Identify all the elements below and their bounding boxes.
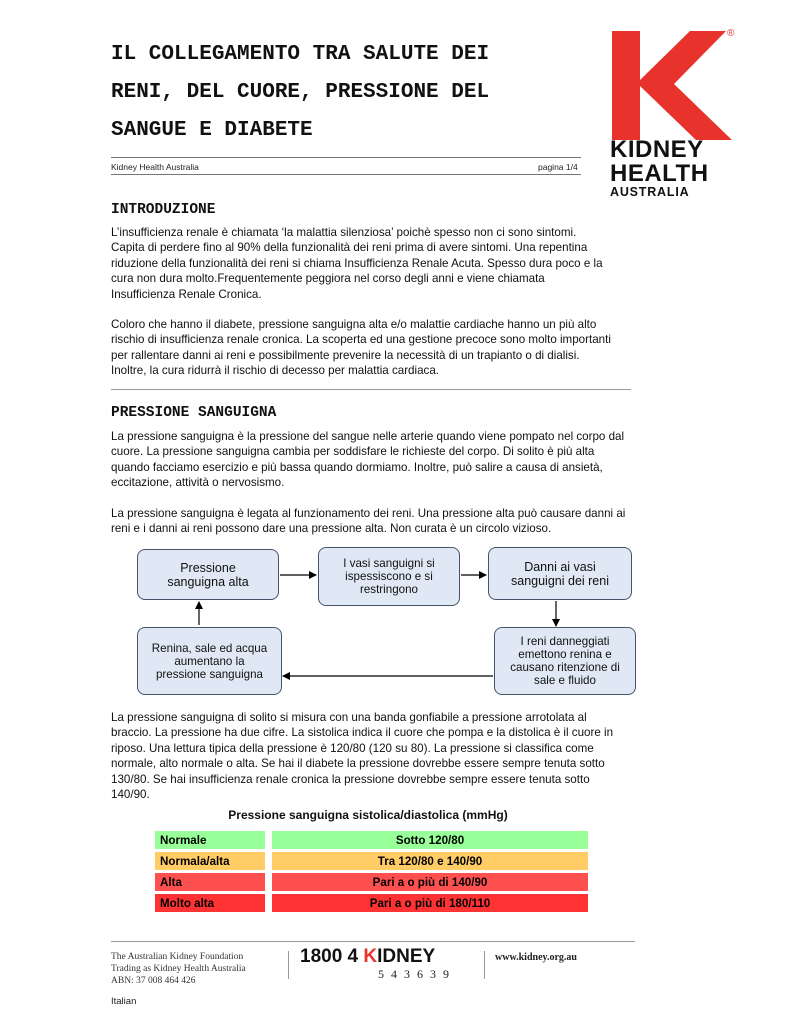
- box-text: restringono: [359, 583, 418, 596]
- footer-divider-left: [288, 951, 289, 979]
- cycle-box-vessels-thicken: [318, 547, 460, 606]
- table-row: [155, 873, 588, 891]
- logo-word-australia: AUSTRALIA: [610, 185, 690, 199]
- cycle-box-damaged-kidneys: [494, 627, 636, 695]
- box-text: sanguigni dei reni: [511, 573, 609, 588]
- table-row: [155, 831, 588, 849]
- footer-phone: [300, 946, 435, 968]
- blood-pressure-table: [155, 828, 588, 915]
- bp-paragraph-3: [111, 710, 613, 802]
- text-line: braccio. La pressione ha due cifre. La sistolica indica il cuore che pompa e la distolica è il cuore in: [111, 726, 614, 740]
- cycle-box-kidney-vessel-damage: [488, 547, 632, 600]
- row-gap: [265, 873, 272, 891]
- cycle-box-renin-salt-water: [137, 627, 282, 695]
- text-line: normale, alto normale o alta. Se hai il diabete la pressione dovrebbe essere sempre tenuta sotto: [111, 757, 605, 771]
- text-line: cuore. La pressione sanguigna cambia per soddisfare le richieste del corpo. Di solito è più alta: [111, 445, 595, 459]
- text-line: La pressione sanguigna è la pressione del sangue nelle arterie quando viene pompato nel corpo dal: [111, 430, 625, 443]
- box-text: emettono renina e: [518, 648, 612, 661]
- footer-website[interactable]: www.kidney.org.au: [495, 952, 577, 963]
- text-line: 130/80. Se hai insufficienza renale cronica la pressione dovrebbe sempre essere tenuta sotto: [111, 772, 590, 786]
- header-page-number: pagina 1/4: [538, 162, 578, 172]
- box-text: pressione sanguigna: [155, 667, 263, 681]
- text-line: Inoltre, la cura ridurrà il rischio di decesso per malattia cardiaca.: [111, 364, 439, 378]
- text-line: Coloro che hanno il diabete, pressione sanguigna alta e/o malattie cardiache hanno un più alto: [111, 318, 597, 331]
- row-gap: [265, 852, 272, 870]
- box-text: aumentano la: [174, 654, 245, 668]
- text-line: reni e i danni ai reni possono dare una pressione alta. Non curata è un circolo vizioso.: [111, 522, 552, 536]
- row-category: Normale: [155, 831, 265, 849]
- text-line: cura non dura molto.Frequentemente peggiora nel corso degli anni e viene chiamata: [111, 272, 545, 286]
- table-row: [155, 894, 588, 912]
- registered-mark: ®: [727, 28, 735, 39]
- row-category: Alta: [155, 873, 265, 891]
- header-org: Kidney Health Australia: [111, 162, 199, 172]
- row-range: Tra 120/80 e 140/90: [272, 852, 588, 870]
- box-text: sanguigna alta: [167, 574, 249, 589]
- text-line: Insufficienza Renale Cronica.: [111, 287, 262, 301]
- footer-line: Trading as Kidney Health Australia: [111, 964, 246, 974]
- box-text: sale e fluido: [534, 674, 596, 687]
- footer-language: Italian: [111, 996, 137, 1007]
- box-text: causano ritenzione di: [510, 661, 620, 674]
- title-line: RENI, DEL CUORE, PRESSIONE DEL: [111, 81, 490, 104]
- phone-prefix: 1800 4: [300, 946, 364, 967]
- row-gap: [265, 831, 272, 849]
- phone-k-letter: K: [363, 946, 378, 967]
- title-line: SANGUE E DIABETE: [111, 119, 313, 142]
- text-line: La pressione sanguigna di solito si misura con una banda gonfiabile a pressione arrotolata al: [111, 711, 587, 724]
- footer-rule: [111, 941, 635, 942]
- footer-foundation: [111, 951, 246, 987]
- text-line: 140/90.: [111, 788, 150, 802]
- row-gap: [265, 894, 272, 912]
- table-title: Pressione sanguigna sistolica/diastolica (mmHg): [228, 808, 508, 822]
- table-row: [155, 852, 588, 870]
- logo-word-kidney: KIDNEY: [610, 136, 704, 163]
- row-category: Normala/alta: [155, 852, 265, 870]
- phone-word: IDNEY: [377, 946, 436, 967]
- box-text: I reni danneggiati: [520, 635, 610, 648]
- box-text: Renina, sale ed acqua: [151, 641, 268, 655]
- section-heading-blood-pressure: PRESSIONE SANGUIGNA: [111, 405, 277, 421]
- box-text: Pressione: [180, 560, 236, 575]
- footer-line: The Australian Kidney Foundation: [111, 952, 244, 962]
- text-line: eccitazione, attività o nervosismo.: [111, 476, 285, 490]
- text-line: Capita di perdere fino al 90% della funzionalità dei reni prima di avere sintomi. Una repentina: [111, 241, 588, 255]
- text-line: La pressione sanguigna è legata al funzionamento dei reni. Una pressione alta può causare danni ai: [111, 507, 626, 520]
- text-line: riduzione della funzionalità dei reni si chiama Insufficienza Renale Acuta. Spesso dura poco e la: [111, 256, 603, 270]
- text-line: quando facciamo esercizio e più bassa quando dormiamo. Inoltre, può salire a causa di ansietà,: [111, 460, 603, 474]
- text-line: riposo. Una lettura tipica della pressione è 120/80 (120 su 80). La pressione si classifica come: [111, 741, 594, 755]
- text-line: L’insufficienza renale è chiamata ‘la malattia silenziosa’ poichè spesso non ci sono sintomi.: [111, 226, 577, 239]
- cycle-box-high-blood-pressure: [137, 549, 279, 600]
- footer-divider-right: [484, 951, 485, 979]
- logo-word-health: HEALTH: [610, 160, 709, 187]
- row-range: Pari a o più di 180/110: [272, 894, 588, 912]
- text-line: per rallentare danni ai reni e possibilmente prevenire la necessità di un trapianto o di dialisi.: [111, 348, 580, 362]
- row-category: Molto alta: [155, 894, 265, 912]
- footer-phone-digits: 5 4 3 6 3 9: [378, 967, 451, 981]
- box-text: ispessiscono e si: [345, 570, 433, 583]
- footer-line: ABN: 37 008 464 426: [111, 976, 196, 986]
- box-text: Danni ai vasi: [524, 559, 596, 574]
- box-text: I vasi sanguigni si: [343, 557, 435, 570]
- row-range: Sotto 120/80: [272, 831, 588, 849]
- text-line: rischio di insufficienza renale cronica. La scoperta ed una gestione precoce sono molto importanti: [111, 333, 611, 347]
- section-heading-intro: INTRODUZIONE: [111, 202, 216, 218]
- row-range: Pari a o più di 140/90: [272, 873, 588, 891]
- title-line: IL COLLEGAMENTO TRA SALUTE DEI: [111, 43, 490, 66]
